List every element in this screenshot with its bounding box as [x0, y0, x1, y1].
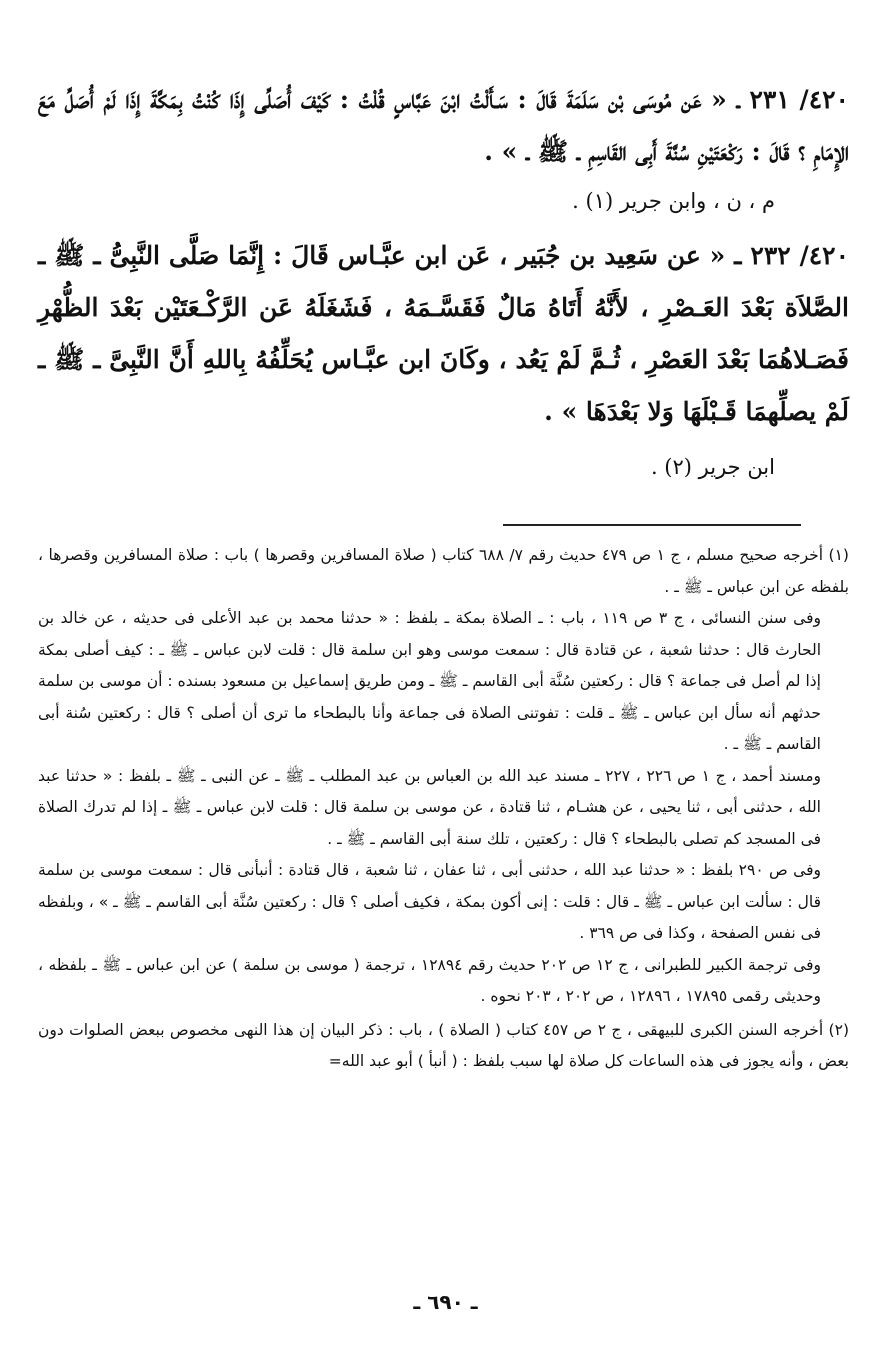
footnote-divider [503, 524, 801, 526]
footnote-1-tabarani: وفى ترجمة الكبير للطبرانى ، ج ١٢ ص ٢٠٢ حديث رقم ١٢٨٩٤ ، ترجمة ( موسى بن سلمة ) عن ابن عباس ـ ﷺ ـ بلفظه ، وحديثى رقمى ١٧٨٩٥ ، ١٢٨٩٦ ، ص ٢٠٢ ، ٢٠٣ نحوه . [38, 955, 822, 1005]
hadith-232-source: ابن جرير (٢) . [650, 455, 775, 479]
hadith-232: ٤٢٠/ ٢٣٢ ـ « عن سَعِيد بن جُبَير ، عَن ابن عبَّـاس قَالَ : إِنَّمَا صَلَّى النَّبِىُّ ـ ﷺ ـ الصَّلاَة بَعْدَ العَـصْرِ ، لأَنَّهُ أَتَاهُ مَالٌ فَقَسَّـمَهُ ، فَشَغَلَهُ عَن الرَّكْـعَتَيْن بَعْدَ الظُّهْرِ فَصَـلاهُمَا بَعْدَ العَصْرِ ، ثُـمَّ لَمْ يَعُد ، وكَانَ ابن عبَّـاس يُحَلِّفُهُ بِاللهِ أَنَّ النَّبِىَّ ـ ﷺ ـ لَمْ يصلِّهمَا قَـبْلَهَا وَلا بَعْدَهَا » . [38, 241, 850, 426]
page-number: ـ ٦٩٠ ـ [413, 1290, 478, 1314]
footnote-1-ahmad-290: وفى ص ٢٩٠ بلفظ : « حدثنا عبد الله ، حدثنى أبى ، ثنا عفان ، ثنا شعبة ، قال قتادة : أنبأنى قال : سمعت موسى بن سلمة قال : سألت ابن عباس ـ ﷺ ـ قال : قلت : إنى أكون بمكة ، فكيف أصلى ؟ قال : ركعتين سُنَّة أبى القاسم ـ ﷺ ـ » ، وبلفظه فى نفس الصفحة ، وكذا فى ص ٣٦٩ . [38, 861, 821, 942]
hadith-231-source: م ، ن ، وابن جرير (١) . [572, 189, 775, 213]
footnote-1-nasai: وفى سنن النسائى ، ج ٣ ص ١١٩ ، باب : ـ الصلاة بمكة ـ بلفظ : « حدثنا محمد بن عبد الأعلى فى حديثه ، عن خالد بن الحارث قال : حدثنا شعبة ، عن قتادة قال : سمعت موسى وهو ابن سلمة قال : قلت لابن عباس ـ ﷺ ـ : كيف أصلى بمكة إذا لم أصل فى جماعة ؟ قال : ركعتين سُنَّة أبى القاسم ـ ﷺ ـ ومن طريق إسماعيل بن مسعود بسنده : أن موسى بن سلمة حدثهم أنه سأل ابن عباس ـ ﷺ ـ قلت : تفوتنى الصلاة فى جماعة وأنا بالبطحاء ما ترى أن أصلى ؟ قال : ركعتين سُنة أبى القاسم ـ ﷺ ـ . [38, 609, 821, 753]
footnote-2: (٢) أخرجه السنن الكبرى للبيهقى ، ج ٢ ص ٤٥٧ كتاب ( الصلاة ) ، باب : ذكر البيان إن هذا النهى مخصوص ببعض الصلوات دون بعض ، وأنه يجوز فى هذه الساعات كل صلاة لها سبب بلفظ : ( أنبأ ) أبو عبد الله= [38, 1020, 849, 1070]
main-text [38, 74, 849, 490]
footnote-1-ahmad: ومسند أحمد ، ج ١ ص ٢٢٦ ، ٢٢٧ ـ مسند عبد الله بن العباس بن عبد المطلب ـ ﷺ ـ عن النبى ـ ﷺ ـ بلفظ : « حدثنا عبد الله ، حدثنى أبى ، ثنا يحيى ، عن هشـام ، ثنا قتادة ، عن موسى بن سلمة قال : قلت لابن عباس ـ ﷺ ـ إذا لم تدرك الصلاة فى المسجد كم تصلى بالبطحاء ؟ قال : ركعتين ، تلك سنة أبى القاسم ـ ﷺ ـ . [38, 766, 822, 848]
footnote-1: (١) أخرجه صحيح مسلم ، ج ١ ص ٤٧٩ حديث رقم ٧/ ٦٨٨ كتاب ( صلاة المسافرين وقصرها ) باب : صلاة المسافرين وقصرها ، بلفظه عن ابن عباس ـ ﷺ ـ . [38, 546, 849, 596]
footnotes [38, 540, 849, 1078]
hadith-231: ٤٢٠/ ٢٣١ ـ « عَن مُوسَى بْن سَلَمَةَ قَالَ : سَـأَلْتُ ابْنَ عَبَّاسٍ قُلْتُ : كَيْفَ أُصَلِّى إِذَا كُنْتُ بِمَكَّةَ إِذَا لَمْ أُصَلِّ مَعَ الإِمَامِ ؟ قَالَ : رَكْعَتَيْنِ سُنَّةَ أَبِى القَاسِمِ ـ ﷺ ـ » . [38, 85, 849, 166]
